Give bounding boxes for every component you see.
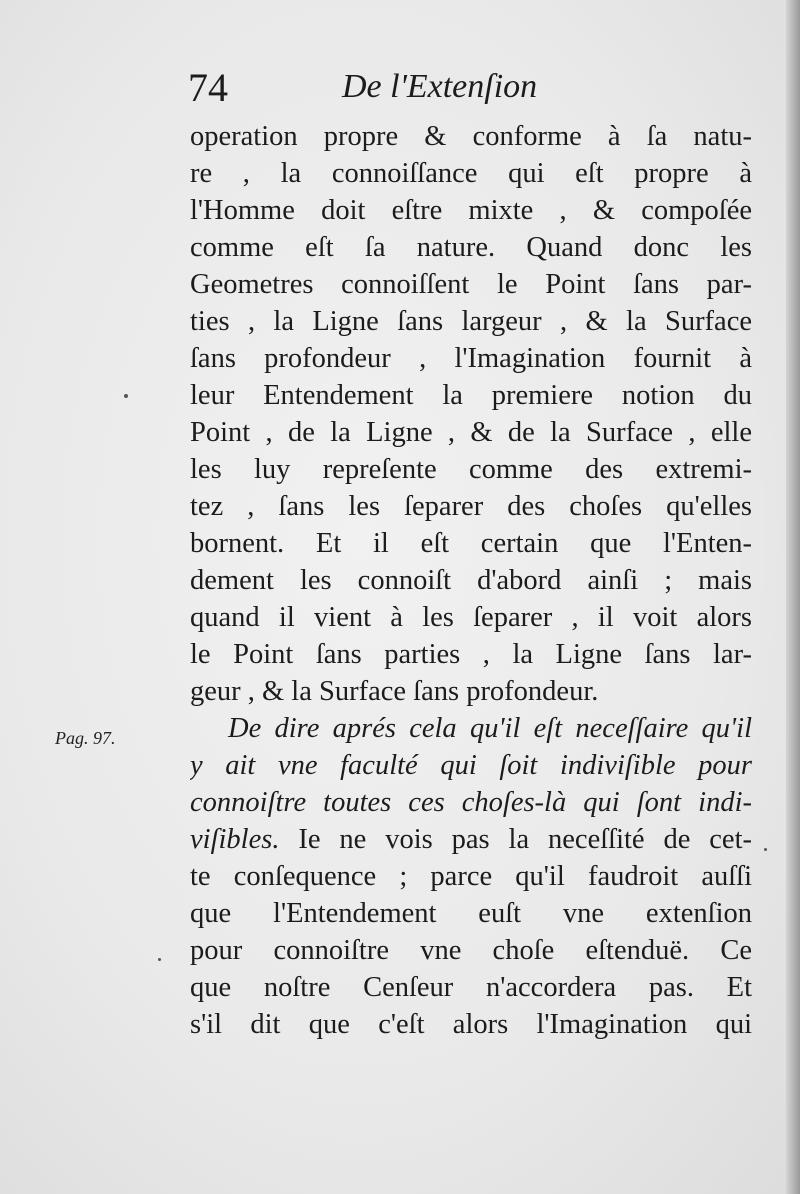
italic-line: De dire aprés cela qu'il eſt neceſſaire qu'il <box>228 713 752 744</box>
text-line: les luy repreſente comme des extremi- <box>190 454 752 485</box>
text-line: s'il dit que c'eſt alors l'Imagination qui <box>190 1009 752 1040</box>
page-edge-shadow <box>786 0 800 1194</box>
margin-note: Pag. 97. <box>55 728 116 748</box>
text-line: que noſtre Cenſeur n'accordera pas. Et <box>190 972 752 1003</box>
text-line: comme eſt ſa nature. Quand donc les <box>190 232 752 263</box>
body-text <box>190 118 752 1043</box>
text-line: tez , ſans les ſeparer des choſes qu'elles <box>190 491 752 522</box>
ink-speck <box>158 958 161 961</box>
text-line: ſans profondeur , l'Imagination fournit à <box>190 343 752 374</box>
text-line: Point , de la Ligne , & de la Surface , elle <box>190 417 752 448</box>
text-line: bornent. Et il eſt certain que l'Enten- <box>190 528 752 559</box>
page-number: 74 <box>188 65 228 110</box>
roman-segment: Ie ne vois pas la neceſſité de cet- <box>279 824 752 855</box>
page-header <box>188 60 748 120</box>
text-line: pour connoiſtre vne choſe eſtenduë. Ce <box>190 935 752 966</box>
text-line: geur , & la Surface ſans profondeur. <box>190 676 599 707</box>
text-line: que l'Entendement euſt vne extenſion <box>190 898 752 929</box>
text-line: quand il vient à les ſeparer , il voit alors <box>190 602 752 633</box>
italic-line: connoiſtre toutes ces choſes-là qui ſont indi- <box>190 787 752 818</box>
text-line: ties , la Ligne ſans largeur , & la Surface <box>190 306 752 337</box>
text-line: operation propre & conforme à ſa natu- <box>190 121 752 152</box>
text-line: te conſequence ; parce qu'il faudroit auſſi <box>190 861 752 892</box>
text-line: re , la connoiſſance qui eſt propre à <box>190 158 752 189</box>
italic-segment: viſibles. <box>190 824 280 855</box>
ink-speck <box>764 848 767 851</box>
text-line: dement les connoiſt d'abord ainſi ; mais <box>190 565 752 596</box>
running-head: De l'Extenſion <box>342 68 538 105</box>
italic-line: y ait vne faculté qui ſoit indiviſible pour <box>190 750 752 781</box>
ink-speck <box>124 394 128 398</box>
mixed-line <box>190 821 752 858</box>
text-line: l'Homme doit eſtre mixte , & compoſée <box>190 195 752 226</box>
text-line: Geometres connoiſſent le Point ſans par- <box>190 269 752 300</box>
text-line: leur Entendement la premiere notion du <box>190 380 752 411</box>
text-line: le Point ſans parties , la Ligne ſans lar- <box>190 639 752 670</box>
